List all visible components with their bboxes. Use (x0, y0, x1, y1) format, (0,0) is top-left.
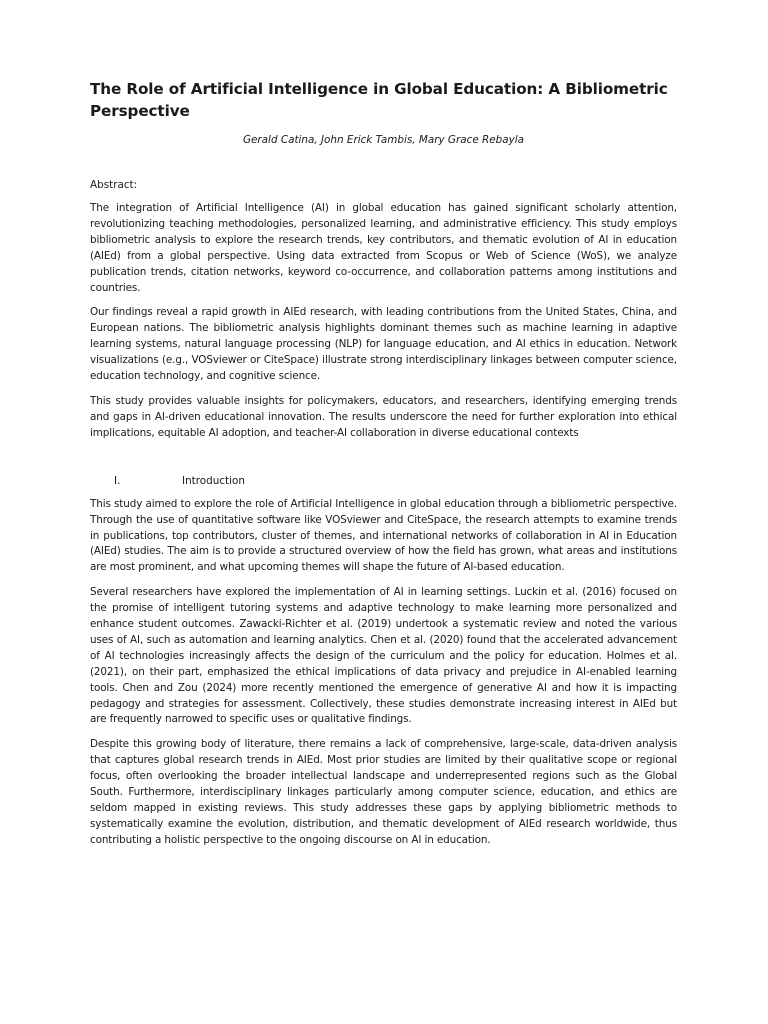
section-title: Introduction (182, 474, 245, 487)
abstract-paragraph-3: This study provides valuable insights for policymakers, educators, and researchers, identifying emerging trends and gaps in AI-driven educational innovation. The results underscore the need for further exploration into ethical implications, equitable AI adoption, and teacher-AI collaboration in diverse educational contexts (90, 394, 677, 439)
intro-paragraph-2: Several researchers have explored the implementation of AI in learning settings. Luckin et al. (2016) focused on the promise of intelligent tutoring systems and adaptive technology to make learning more personalized and enhance student outcomes. Zawacki-Richter et al. (2019) undertook a systematic review and noted the various uses of AI, such as automation and learning analytics. Chen et al. (2020) found that the accelerated advancement of AI technologies increasingly affects the design of the curriculum and the policy for education. Holmes et al. (2021), on their part, emphasized the ethical implications of data privacy and prejudice in AI-enabled learning tools. Chen and Zou (2024) more recently mentioned the emergence of generative AI and how it is impacting pedagogy and strategies for assessment. Collectively, these studies demonstrate increasing interest in AIEd but are frequently narrowed to specific uses or qualitative findings. (90, 586, 677, 726)
paper-title: The Role of Artificial Intelligence in Global Education: A Bibliometric Perspective (90, 80, 668, 120)
abstract-paragraph-2: Our findings reveal a rapid growth in AIEd research, with leading contributions from the United States, China, and European nations. The bibliometric analysis highlights dominant themes such as machine learning in adaptive learning systems, natural language processing (NLP) for language education, and AI ethics in education. Network visualizations (e.g., VOSviewer or CiteSpace) illustrate strong interdisciplinary linkages between computer science, education technology, and cognitive science. (90, 306, 677, 383)
abstract-paragraph-1: The integration of Artificial Intelligence (AI) in global education has gained significant scholarly attention, revolutionizing teaching methodologies, personalized learning, and administrative efficiency. This study employs bibliometric analysis to explore the research trends, key contributors, and thematic evolution of AI in education (AIEd) from a global perspective. Using data extracted from Scopus or Web of Science (WoS), we analyze publication trends, citation networks, keyword co-occurrence, and collaboration patterns among institutions and countries. (90, 202, 677, 294)
abstract-label: Abstract: (90, 179, 138, 191)
paper-authors: Gerald Catina, John Erick Tambis, Mary Grace Rebayla (242, 134, 525, 146)
intro-paragraph-3: Despite this growing body of literature, there remains a lack of comprehensive, large-scale, data-driven analysis that captures global research trends in AIEd. Most prior studies are limited by their qualitative scope or regional focus, often overlooking the broader intellectual landscape and underrepresented regions such as the Global South. Furthermore, interdisciplinary linkages particularly among computer science, education, and ethics are seldom mapped in existing reviews. This study addresses these gaps by applying bibliometric methods to systematically examine the evolution, distribution, and thematic development of AIEd research worldwide, thus contributing a holistic perspective to the ongoing discourse on AI in education. (90, 738, 677, 846)
section-number: I. (114, 474, 121, 487)
section-heading-introduction (90, 474, 677, 488)
intro-paragraph-1: This study aimed to explore the role of Artificial Intelligence in global education through a bibliometric perspective. Through the use of quantitative software like VOSviewer and CiteSpace, the research attempts to examine trends in publications, top contributors, cluster of themes, and international networks of collaboration in AI in Education (AIEd) studies. The aim is to provide a structured overview of how the field has grown, what areas and institutions are most prominent, and what upcoming themes will shape the future of AI-based education. (90, 497, 677, 574)
document-page (90, 78, 677, 849)
